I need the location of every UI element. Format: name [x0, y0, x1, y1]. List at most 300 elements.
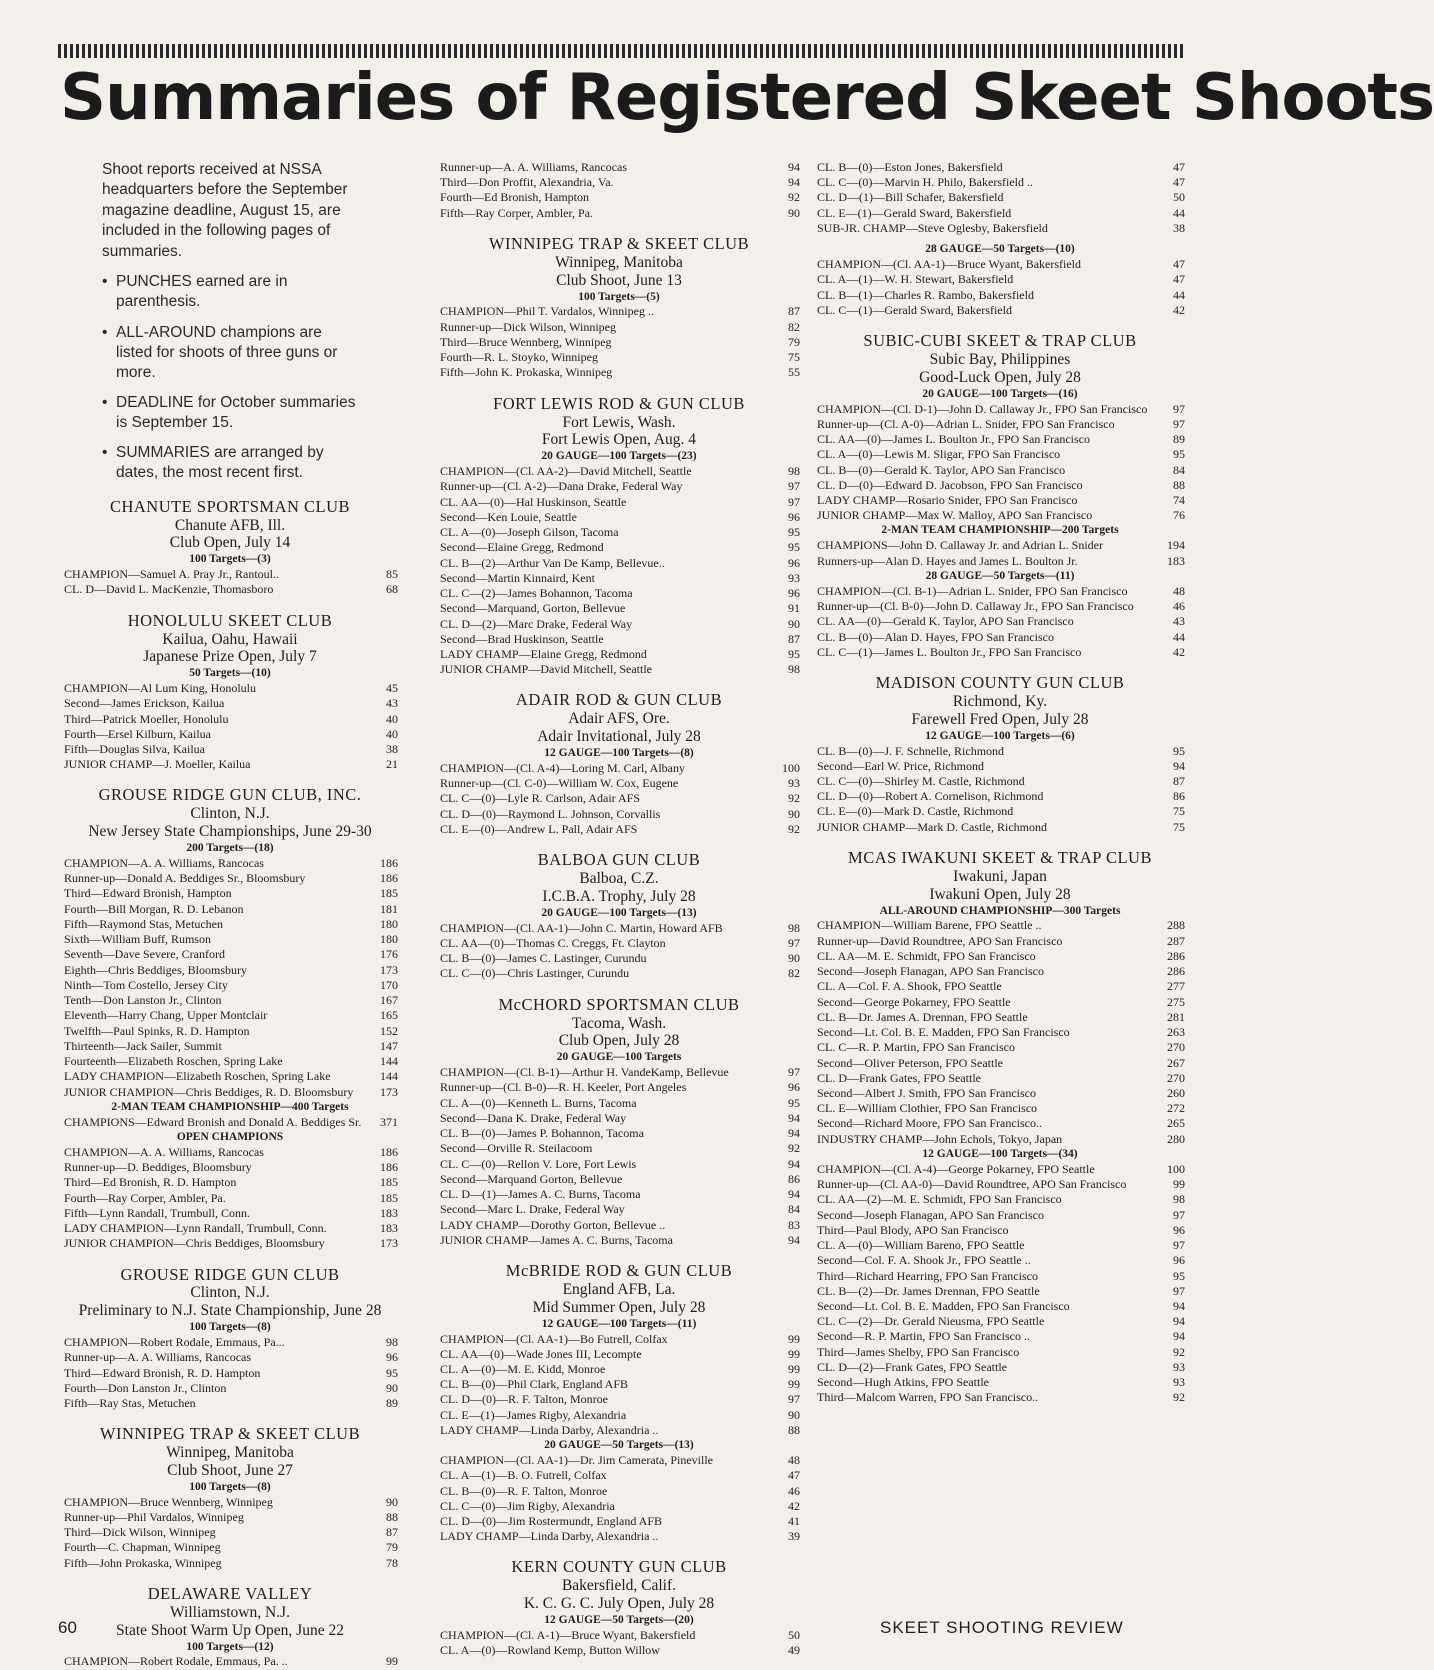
score: 194 [1167, 538, 1185, 553]
event-title: Japanese Prize Open, July 7 [143, 648, 317, 666]
result-row [817, 221, 1185, 236]
shooter-name: Runner-up—Phil Vardalos, Winnipeg [64, 1509, 244, 1524]
shooter-name: CHAMPION—Samuel A. Pray Jr., Rantoul.. [64, 567, 280, 582]
score: 78 [386, 1555, 398, 1570]
result-row [64, 1206, 398, 1221]
score: 47 [1173, 257, 1185, 272]
result-row [817, 995, 1185, 1010]
result-row [440, 1468, 800, 1483]
shooter-name: Second—Martin Kinnaird, Kent [440, 570, 595, 585]
shooter-name: Second—Richard Moore, FPO San Francisco.. [817, 1116, 1042, 1131]
result-row [64, 963, 398, 978]
result-row [817, 1284, 1185, 1299]
result-row [817, 272, 1185, 287]
score: 180 [380, 932, 398, 947]
shooter-name: CL. AA—M. E. Schmidt, FPO San Francisco [817, 948, 1036, 963]
shooter-name: CL. D—(1)—Bill Schafer, Bakersfield [817, 190, 1004, 205]
score: 44 [1173, 629, 1185, 644]
shooter-name: Second—George Pokarney, FPO Seattle [817, 994, 1011, 1009]
score: 94 [788, 1187, 800, 1202]
result-row [64, 1495, 398, 1510]
result-row [64, 567, 398, 582]
score: 75 [1173, 804, 1185, 819]
result-row [440, 1218, 800, 1233]
result-row [817, 979, 1185, 994]
score: 275 [1167, 994, 1185, 1009]
club-location: Adair AFS, Ore. [568, 710, 670, 728]
score: 99 [788, 1346, 800, 1361]
shooter-name: CL. E—(1)—Gerald Sward, Bakersfield [817, 205, 1012, 220]
result-row [817, 1071, 1185, 1086]
result-row [64, 1175, 398, 1190]
shooter-name: CL. AA—(0)—Gerald K. Taylor, APO San Francisco [817, 614, 1074, 629]
score: 50 [1173, 190, 1185, 205]
score: 45 [386, 681, 398, 696]
shooter-name: Fourth—Ray Corper, Ambler, Pa. [64, 1190, 226, 1205]
score: 43 [1173, 614, 1185, 629]
intro-bullet: • DEADLINE for October summaries is September 15. [102, 393, 362, 433]
score: 263 [1167, 1025, 1185, 1040]
score: 94 [1173, 758, 1185, 773]
club-name: GROUSE RIDGE GUN CLUB [120, 1264, 340, 1284]
result-row [64, 993, 398, 1008]
score: 185 [380, 1175, 398, 1190]
shooter-name: Fifth—Ray Corper, Ambler, Pa. [440, 205, 594, 220]
score: 90 [788, 616, 800, 631]
shooter-name: CL. E—William Clothier, FPO San Francisco [817, 1101, 1038, 1116]
score: 87 [1173, 773, 1185, 788]
score: 97 [788, 1065, 800, 1080]
targets-line: 12 GAUGE—50 Targets—(20) [544, 1614, 694, 1627]
score: 40 [386, 711, 398, 726]
targets-line: 12 GAUGE—100 Targets—(11) [541, 1317, 697, 1330]
club-location: Richmond, Ky. [952, 692, 1048, 710]
shooter-name: CL. A—(0)—Joseph Gilson, Tacoma [440, 525, 619, 540]
targets-line: 100 Targets—(8) [189, 1321, 271, 1334]
shooter-name: CHAMPION—(Cl. AA-1)—Bruce Wyant, Bakersfield [817, 257, 1082, 272]
score: 95 [386, 1365, 398, 1380]
shooter-name: CHAMPION—William Barene, FPO Seattle .. [817, 918, 1042, 933]
result-row [64, 742, 398, 757]
result-row [440, 160, 800, 175]
club-name: HONOLULU SKEET CLUB [127, 610, 333, 630]
shooter-name: JUNIOR CHAMP—J. Moeller, Kailua [64, 757, 251, 772]
score: 180 [380, 916, 398, 931]
result-row [64, 1085, 398, 1100]
score: 79 [788, 334, 800, 349]
shooter-name: Second—Albert J. Smith, FPO San Francisco [817, 1086, 1036, 1101]
club-location: Kailua, Oahu, Hawaii [162, 630, 298, 648]
shooter-name: Third—James Shelby, FPO San Francisco [817, 1344, 1020, 1359]
score: 88 [788, 1422, 800, 1437]
result-row [64, 582, 398, 597]
targets-line: 100 Targets—(8) [189, 1480, 271, 1493]
shooter-name: CL. C—(0)—Jim Rigby, Alexandria [440, 1498, 615, 1513]
shooter-name: Runner-up—(Cl. A-2)—Dana Drake, Federal Way [440, 479, 683, 494]
targets-line: 28 GAUGE—50 Targets—(10) [925, 243, 1075, 256]
result-row [440, 1157, 800, 1172]
shooter-name: Fifth—Ray Stas, Metuchen [64, 1395, 196, 1410]
club-name: GROUSE RIDGE GUN CLUB, INC. [98, 785, 362, 805]
shooter-name: Third—Don Proffit, Alexandria, Va. [440, 175, 614, 190]
club-location: Balboa, C.Z. [579, 870, 659, 888]
result-row [817, 1177, 1185, 1192]
result-row [64, 1191, 398, 1206]
result-row [440, 1423, 800, 1438]
shooter-name: CL. B—(1)—Charles R. Rambo, Bakersfield [817, 287, 1034, 302]
result-row [817, 964, 1185, 979]
score: 83 [788, 1217, 800, 1232]
score: 47 [1173, 175, 1185, 190]
shooter-name: CL. D—(0)—Jim Rostermundt, England AFB [440, 1514, 662, 1529]
shooter-name: CL. B—(2)—Dr. James Drennan, FPO Seattle [817, 1283, 1040, 1298]
shooter-name: Fourth—Don Lanston Jr., Clinton [64, 1380, 227, 1395]
page-number: 60 [58, 1618, 77, 1637]
result-row [440, 320, 800, 335]
score: 95 [1173, 743, 1185, 758]
shooter-name: CL. D—(2)—Marc Drake, Federal Way [440, 616, 633, 631]
score: 82 [788, 319, 800, 334]
shooter-name: Third—Patrick Moeller, Honolulu [64, 711, 229, 726]
score: 286 [1167, 948, 1185, 963]
score: 93 [788, 570, 800, 585]
shooter-name: Second—Oliver Peterson, FPO Seattle [817, 1055, 1003, 1070]
score: 96 [788, 509, 800, 524]
club-name: CHANUTE SPORTSMAN CLUB [109, 496, 351, 516]
score: 371 [380, 1114, 398, 1129]
targets-line: 20 GAUGE—50 Targets—(13) [544, 1439, 694, 1452]
result-row [817, 175, 1185, 190]
score: 183 [380, 1221, 398, 1236]
shooter-name: CL. D—(0)—R. F. Talton, Monroe [440, 1392, 608, 1407]
shooter-name: Second—Brad Huskinson, Seattle [440, 631, 604, 646]
score: 96 [386, 1350, 398, 1365]
result-row [64, 871, 398, 886]
score: 55 [788, 365, 800, 380]
shooter-name: Second—Ken Louie, Seattle [440, 509, 577, 524]
column-1 [62, 160, 398, 1670]
result-row [440, 1362, 800, 1377]
result-row [64, 1556, 398, 1571]
event-title: State Shoot Warm Up Open, June 22 [116, 1621, 344, 1639]
result-row [817, 206, 1185, 221]
shooter-name: Second—Marquand Gorton, Bellevue [440, 1171, 623, 1186]
score: 87 [788, 631, 800, 646]
shooter-name: Fifth—Lynn Randall, Trumbull, Conn. [64, 1205, 251, 1220]
shooter-name: Second—Marquand, Gorton, Bellevue [440, 601, 626, 616]
result-row [64, 681, 398, 696]
result-row [64, 1115, 398, 1130]
score: 272 [1167, 1101, 1185, 1116]
shooter-name: Third—Edward Bronish, R. D. Hampton [64, 1365, 261, 1380]
targets-line: 12 GAUGE—100 Targets—(34) [922, 1147, 1078, 1160]
result-row [64, 1160, 398, 1175]
result-row [817, 508, 1185, 523]
score: 95 [788, 540, 800, 555]
event-title: Adair Invitational, July 28 [537, 728, 701, 746]
shooter-name: CL. D—(0)—Robert A. Cornelison, Richmond [817, 789, 1044, 804]
result-row [440, 1377, 800, 1392]
score: 88 [1173, 477, 1185, 492]
score: 46 [1173, 599, 1185, 614]
club-location: Fort Lewis, Wash. [562, 413, 676, 431]
result-row [817, 402, 1185, 417]
result-row [440, 1096, 800, 1111]
result-row [817, 432, 1185, 447]
club-block [62, 612, 398, 773]
score: 46 [788, 1483, 800, 1498]
result-row [440, 1065, 800, 1080]
shooter-name: Runner-up—(Cl. AA-0)—David Roundtree, APO San Francisco [817, 1177, 1127, 1192]
score: 94 [788, 1110, 800, 1125]
score: 183 [380, 1205, 398, 1220]
shooter-name: CL. A—(1)—B. O. Futrell, Colfax [440, 1468, 607, 1483]
shooter-name: Runner-up—Donald A. Beddiges Sr., Bloomsbury [64, 871, 306, 886]
result-row [440, 1453, 800, 1468]
shooter-name: Third—Bruce Wennberg, Winnipeg [440, 334, 612, 349]
score: 94 [788, 1156, 800, 1171]
score: 98 [788, 662, 800, 677]
shooter-name: Second—Earl W. Price, Richmond [817, 758, 984, 773]
result-row [817, 1375, 1185, 1390]
result-row [440, 807, 800, 822]
club-name: KERN COUNTY GUN CLUB [511, 1557, 727, 1577]
score: 42 [1173, 644, 1185, 659]
result-row [817, 417, 1185, 432]
targets-line: OPEN CHAMPIONS [176, 1130, 284, 1143]
shooter-name: Second—R. P. Martin, FPO San Francisco .. [817, 1329, 1030, 1344]
score: 100 [1167, 1161, 1185, 1176]
result-row [64, 1510, 398, 1525]
score: 97 [788, 479, 800, 494]
shooter-name: Second—Joseph Flanagan, APO San Francisco [817, 964, 1044, 979]
event-title: I.C.B.A. Trophy, July 28 [542, 887, 696, 905]
score: 98 [1173, 1192, 1185, 1207]
shooter-name: Second—Dana K. Drake, Federal Way [440, 1110, 627, 1125]
shooter-name: Runner-up—(Cl. B-0)—John D. Callaway Jr., FPO San Francisco [817, 599, 1134, 614]
shooter-name: CHAMPIONS—John D. Callaway Jr. and Adrian L. Snider [817, 538, 1103, 553]
result-row [440, 1187, 800, 1202]
score: 91 [788, 601, 800, 616]
score: 260 [1167, 1086, 1185, 1101]
result-row [64, 727, 398, 742]
score: 173 [380, 1236, 398, 1251]
score: 97 [1173, 416, 1185, 431]
result-row [440, 1172, 800, 1187]
result-row [817, 1162, 1185, 1177]
result-row [817, 447, 1185, 462]
result-row [440, 464, 800, 479]
score: 89 [386, 1395, 398, 1410]
club-name: DELAWARE VALLEY [147, 1583, 313, 1603]
shooter-name: CHAMPION—A. A. Williams, Rancocas [64, 856, 264, 870]
result-row [64, 1540, 398, 1555]
score: 94 [788, 1232, 800, 1247]
club-name: MADISON COUNTY GUN CLUB [875, 672, 1125, 692]
score: 82 [788, 966, 800, 981]
shooter-name: CHAMPION—(Cl. A-4)—George Pokarney, FPO Seattle [817, 1161, 1095, 1176]
column-2 [438, 160, 800, 1658]
shooter-name: Fifth—Raymond Stas, Metuchen [64, 916, 223, 931]
result-row [64, 1350, 398, 1365]
result-row [64, 1366, 398, 1381]
result-row [817, 160, 1185, 175]
result-row [64, 1069, 398, 1084]
result-row [817, 257, 1185, 272]
shooter-name: CHAMPION—(Cl. A-1)—Bruce Wyant, Bakersfield [440, 1628, 696, 1643]
targets-line: 2-MAN TEAM CHAMPIONSHIP—200 Targets [881, 524, 1119, 537]
shooter-name: JUNIOR CHAMP—James A. C. Burns, Tacoma [440, 1232, 673, 1247]
score: 93 [788, 776, 800, 791]
event-title: Club Shoot, June 27 [167, 1461, 293, 1479]
shooter-name: JUNIOR CHAMPION—Chris Beddiges, Bloomsbury [64, 1236, 325, 1251]
result-row [817, 744, 1185, 759]
shooter-name: JUNIOR CHAMP—Mark D. Castle, Richmond [817, 819, 1047, 834]
score: 92 [788, 791, 800, 806]
shooter-name: CL. B—(0)—James C. Lastinger, Curundu [440, 951, 647, 966]
club-block [62, 1585, 398, 1670]
club-location: Williamstown, N.J. [170, 1603, 290, 1621]
score: 44 [1173, 287, 1185, 302]
score: 90 [386, 1380, 398, 1395]
event-title: New Jersey State Championships, June 29-30 [88, 823, 372, 841]
score: 94 [1173, 1314, 1185, 1329]
score: 40 [386, 726, 398, 741]
result-row [64, 978, 398, 993]
shooter-name: CHAMPION—(Cl. AA-1)—Dr. Jim Camerata, Pineville [440, 1453, 713, 1468]
shooter-name: CL. B—(0)—Gerald K. Taylor, APO San Francisco [817, 462, 1066, 477]
shooter-name: CHAMPION—Robert Rodale, Emmaus, Pa. .. [64, 1654, 288, 1669]
shooter-name: CL. A—Col. F. A. Shook, FPO Seattle [817, 979, 1002, 994]
score: 186 [380, 871, 398, 886]
shooter-name: Fifth—John K. Prokaska, Winnipeg [440, 365, 613, 380]
shooter-name: CL. C—(1)—Gerald Sward, Bakersfield [817, 302, 1012, 317]
result-row [440, 951, 800, 966]
shooter-name: CHAMPION—Robert Rodale, Emmaus, Pa... [64, 1335, 285, 1350]
club-name: SUBIC-CUBI SKEET & TRAP CLUB [863, 331, 1137, 351]
score: 286 [1167, 964, 1185, 979]
score: 95 [788, 525, 800, 540]
shooter-name: Ninth—Tom Costello, Jersey City [64, 977, 228, 992]
shooter-name: CL. C—(0)—Chris Lastinger, Curundu [440, 966, 630, 981]
score: 288 [1167, 918, 1185, 933]
result-row [817, 1132, 1185, 1147]
shooter-name: Seventh—Dave Severe, Cranford [64, 947, 225, 962]
result-row [440, 586, 800, 601]
shooter-name: CL. D—Frank Gates, FPO Seattle [817, 1070, 981, 1085]
score: 277 [1167, 979, 1185, 994]
result-row [440, 822, 800, 837]
score: 84 [788, 1202, 800, 1217]
score: 88 [386, 1509, 398, 1524]
club-location: Winnipeg, Manitoba [555, 253, 683, 271]
targets-line: 20 GAUGE—100 Targets—(23) [541, 450, 697, 463]
shooter-name: CL. AA—(2)—M. E. Schmidt, FPO San Francisco [817, 1192, 1062, 1207]
result-row [64, 1525, 398, 1540]
targets-line: 20 GAUGE—100 Targets [556, 1051, 682, 1064]
score: 186 [380, 1160, 398, 1175]
result-row [817, 804, 1185, 819]
shooter-name: CL. B—(0)—Eston Jones, Bakersfield [817, 160, 1003, 174]
result-row [64, 917, 398, 932]
shooter-name: Fourth—Bill Morgan, R. D. Lebanon [64, 901, 244, 916]
shooter-name: CL. B—(0)—R. F. Talton, Monroe [440, 1483, 608, 1498]
score: 94 [788, 1126, 800, 1141]
score: 95 [1173, 447, 1185, 462]
shooter-name: CL. D—(0)—Raymond L. Johnson, Corvallis [440, 806, 661, 821]
shooter-name: CL. D—(1)—James A. C. Burns, Tacoma [440, 1187, 641, 1202]
shooter-name: Third—Dick Wilson, Winnipeg [64, 1525, 216, 1540]
score: 185 [380, 886, 398, 901]
result-row [64, 1654, 398, 1669]
result-row [440, 525, 800, 540]
shooter-name: Eleventh—Harry Chang, Upper Montclair [64, 1008, 268, 1023]
targets-line: 100 Targets—(12) [186, 1640, 274, 1653]
decorative-stripe [58, 44, 1186, 58]
continued-results [438, 160, 800, 221]
score: 147 [380, 1038, 398, 1053]
shooter-name: Tenth—Don Lanston Jr., Clinton [64, 993, 222, 1008]
result-row [440, 1628, 800, 1643]
shooter-name: Second—James Erickson, Kailua [64, 696, 225, 711]
result-row [817, 1329, 1185, 1344]
shooter-name: CL. D—David L. MacKenzie, Thomasboro [64, 582, 274, 597]
result-row [817, 934, 1185, 949]
result-row [817, 584, 1185, 599]
score: 92 [1173, 1390, 1185, 1405]
shooter-name: CHAMPION—Bruce Wennberg, Winnipeg [64, 1494, 273, 1509]
score: 75 [1173, 819, 1185, 834]
result-row [64, 712, 398, 727]
shooter-name: CL. C—(1)—James L. Boulton Jr., FPO San Francisco [817, 644, 1082, 659]
result-row [440, 776, 800, 791]
score: 97 [1173, 1283, 1185, 1298]
result-row [440, 1233, 800, 1248]
result-row [817, 789, 1185, 804]
shooter-name: JUNIOR CHAMP—David Mitchell, Seattle [440, 662, 652, 677]
result-row [440, 966, 800, 981]
result-row [817, 554, 1185, 569]
result-row [817, 1269, 1185, 1284]
score: 48 [1173, 583, 1185, 598]
shooter-name: Runner-up—A. A. Williams, Rancocas [440, 160, 628, 174]
result-row [440, 540, 800, 555]
score: 89 [1173, 432, 1185, 447]
shooter-name: CL. A—(0)—William Bareno, FPO Seattle [817, 1238, 1025, 1253]
result-row [817, 614, 1185, 629]
score: 47 [1173, 272, 1185, 287]
score: 42 [1173, 302, 1185, 317]
score: 47 [1173, 160, 1185, 174]
score: 287 [1167, 933, 1185, 948]
score: 270 [1167, 1070, 1185, 1085]
shooter-name: CL. C—(2)—James Bohannon, Tacoma [440, 586, 633, 601]
result-row [440, 1643, 800, 1658]
result-row [817, 493, 1185, 508]
result-row [64, 856, 398, 871]
result-row [64, 1221, 398, 1236]
shooter-name: Fourth—Ersel Kilburn, Kailua [64, 726, 211, 741]
score: 173 [380, 962, 398, 977]
result-row [817, 190, 1185, 205]
shooter-name: CL. AA—(0)—James L. Boulton Jr., FPO San Francisco [817, 432, 1090, 447]
result-row [440, 1111, 800, 1126]
result-row [440, 495, 800, 510]
score: 97 [788, 935, 800, 950]
club-location: Chanute AFB, Ill. [174, 516, 286, 534]
shooter-name: Second—Hugh Atkins, FPO Seattle [817, 1375, 990, 1390]
club-location: Tacoma, Wash. [571, 1014, 667, 1032]
